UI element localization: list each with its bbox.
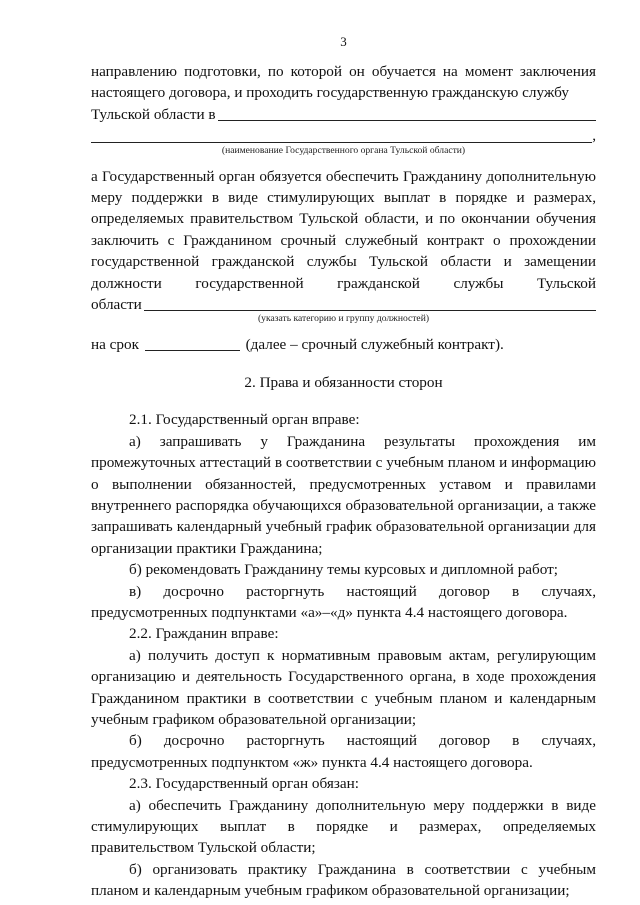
service-place-line-2 — [91, 125, 596, 146]
service-place-blank-1 — [218, 105, 596, 121]
clause-2-1-b: б) рекомендовать Гражданину темы курсовых и дипломной работ; — [129, 561, 558, 579]
intro-paragraph-1: направлению подготовки, по которой он обучается на момент заключения настоящего договора, и проходить государственную гражданскую службу — [91, 63, 596, 102]
term-line — [91, 334, 596, 355]
position-caption: (указать категорию и группу должностей) — [257, 313, 430, 325]
position-blank — [144, 295, 596, 311]
clause-2-2-heading: 2.2. Гражданин вправе: — [129, 625, 279, 643]
clause-2-2-a: а) получить доступ к нормативным правовым актам, регулирующим организацию и деятельность Государственного органа, в ходе прохождения Гражданином практики в соответствии с учебным планом и календарным учебным графиком образовательной организации; — [91, 646, 596, 728]
page-number: 3 — [340, 34, 347, 49]
position-line — [91, 294, 596, 315]
intro-paragraph-2: а Государственный орган обязуется обеспечить Гражданину дополнительную меру поддержки в виде стимулирующих выплат в порядке и размерах, определяемых правительством Тульской области, и по окончании обучения заключить с Гражданином срочный служебный контракт о прохождении государственной гражданской службы Тульской области и замещении — [91, 167, 596, 271]
clause-2-2-b: б) досрочно расторгнуть настоящий договор в случаях, предусмотренных подпунктом «ж» пункта 4.4 настоящего договора. — [91, 732, 596, 771]
position-prefix: области — [91, 296, 142, 314]
term-suffix: (далее – срочный служебный контракт). — [245, 336, 504, 354]
term-blank — [145, 335, 240, 351]
service-place-blank-2 — [91, 127, 592, 143]
clause-2-1-a: а) запрашивать у Гражданина результаты прохождения им промежуточных аттестаций в соответствии с учебным планом и информацию о выполнении обязанностей, предусмотренных уставом и правилами внутреннего распорядка обучающихся образовательной организации, а также запрашивать календарный учебный график образовательной организации для организации практики Гражданина; — [91, 432, 596, 557]
organ-name-caption: (наименование Государственного органа Тульской области) — [221, 144, 466, 156]
clause-2-1-heading: 2.1. Государственный орган вправе: — [129, 411, 360, 429]
service-place-prefix: Тульской области в — [91, 105, 216, 123]
clause-2-1-v: в) досрочно расторгнуть настоящий договор в случаях, предусмотренных подпунктами «а»–«д» пункта 4.4 настоящего договора. — [91, 582, 596, 621]
term-prefix: на срок — [91, 336, 139, 354]
clause-2-3-b: б) организовать практику Гражданина в соответствии с учебным планом и календарным учебным графиком образовательной организации; — [91, 860, 596, 900]
clause-2-3-a: а) обеспечить Гражданину дополнительную меру поддержки в виде стимулирующих выплат в порядке и размерах, определяемых правительством Тульской области; — [91, 796, 596, 857]
intro-paragraph-2-last: должности государственной гражданской службы Тульской — [91, 274, 596, 292]
section-title: 2. Права и обязанности сторон — [244, 373, 443, 391]
service-place-line — [91, 104, 596, 125]
service-place-suffix: , — [592, 127, 596, 145]
clause-2-3-heading: 2.3. Государственный орган обязан: — [129, 775, 359, 793]
